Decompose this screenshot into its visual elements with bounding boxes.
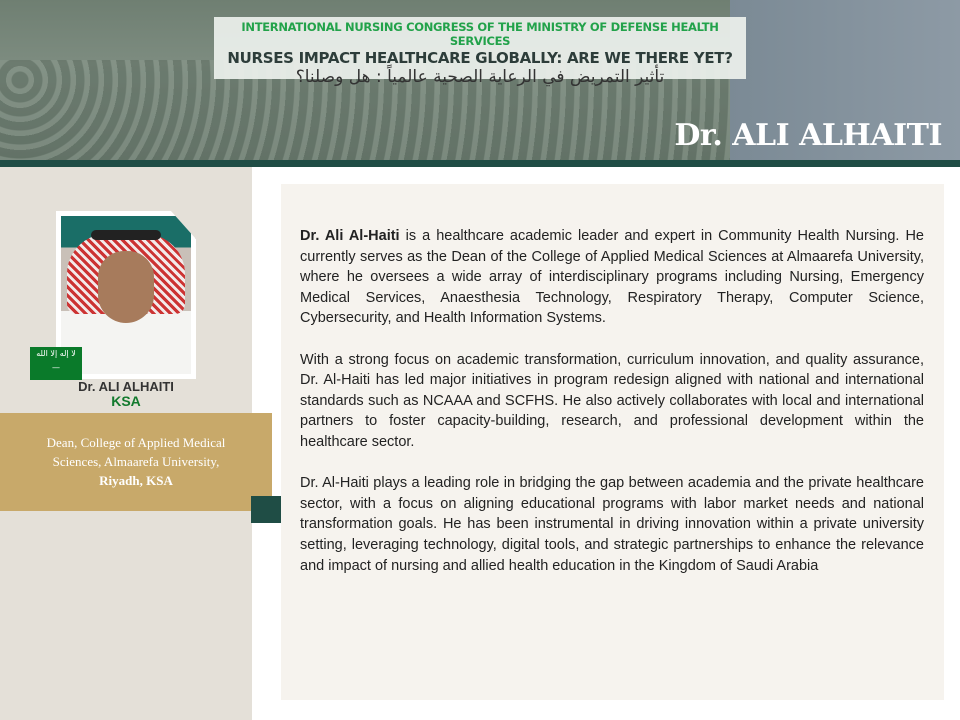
role-location: Riyadh, KSA (99, 473, 173, 488)
bio-paragraph: With a strong focus on academic transformation, curriculum innovation, and quality assurance, Dr. Al-Haiti has led major initiatives in program redesign aligned with national and international standards such as NCAAA and SCFHS. He also actively collaborates with local and international partners to foster capacity-building, research, and professional development within the healthcare sector. (300, 351, 924, 450)
bio-paragraph: Dr. Al-Haiti plays a leading role in bridging the gap between academia and the private healthcare sector, with a focus on aligning educational programs with labor market needs and national transformation goals. He has been instrumental in driving innovation within a private university setting, leveraging technology, digital tools, and strategic partnerships to enhance the relevance and impact of nursing and allied health education in the Kingdom of Saudi Arabia (300, 475, 924, 574)
congress-theme: NURSES IMPACT HEALTHCARE GLOBALLY: ARE WE THERE YET? (227, 49, 733, 67)
profile-name: Dr. ALI ALHAITI (78, 379, 174, 394)
congress-title-box (214, 17, 746, 87)
bio-name: Dr. Ali Al-Haiti (300, 228, 400, 244)
bio-paragraph (300, 226, 924, 329)
congress-theme-arabic: تأثير التمريض في الرعاية الصحية عالمياً : هل وصلنا؟ (295, 67, 665, 87)
decorative-square (251, 496, 281, 523)
saudi-flag-icon: ﻻ إله إلا الله — (30, 347, 82, 380)
speaker-title: Dr. ALI ALHAITI (674, 118, 942, 153)
role-line: Sciences, Almaarefa University, (52, 454, 220, 469)
divider (0, 160, 960, 167)
header-banner (0, 0, 960, 160)
profile-country: KSA (111, 393, 141, 409)
bio-text: is a healthcare academic leader and expert in Community Health Nursing. He currently serves as the Dean of the College of Applied Medical Sciences at Almaarefa University, where he oversees a wide array of interdisciplinary programs including Nursing, Emergency Medical Services, Anaesthesia Technology, Respiratory Therapy, Computer Science, Cybersecurity, and Health Information Systems. (300, 228, 924, 327)
congress-name: INTERNATIONAL NURSING CONGRESS OF THE MINISTRY OF DEFENSE HEALTH SERVICES (241, 20, 719, 48)
profile-role (0, 413, 272, 511)
role-line: Dean, College of Applied Medical (46, 435, 226, 450)
bio-card (281, 184, 944, 700)
